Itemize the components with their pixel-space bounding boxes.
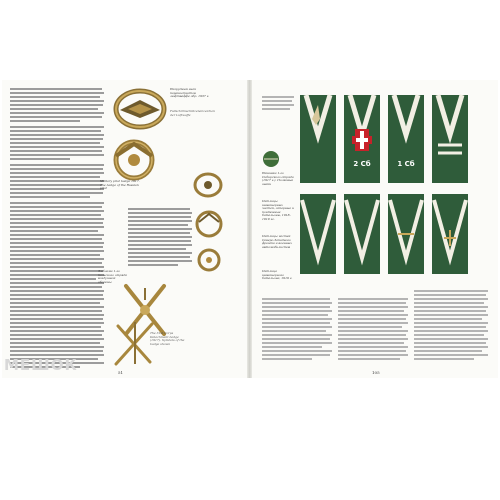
badge-image-3: [192, 170, 224, 200]
caption-right-list2: Петлицы частей Северо-Западного фронта и военных автомобилистов: [262, 234, 292, 249]
caption-fallschirm-en: Fallschirmschützenabzeichen der Luftwaffe: [170, 109, 215, 117]
watermark: МЕШОК: [4, 356, 78, 374]
caption-right-list: Петлицы инженерных частей, саперные и понтонные батальоны, 1918-1919 гг.: [262, 199, 294, 221]
caption-pilot-badge: Military pilot badge 1917. The badge of the Russian pilot: [100, 179, 140, 191]
page-number-right: 105: [372, 370, 380, 375]
pilot-badge-image: [108, 136, 160, 182]
patch-5-chevron: [300, 194, 336, 274]
patch-3-label: 1 Сб: [397, 160, 415, 168]
fallschirm-badge-image: [110, 88, 170, 130]
caption-right-bottom: Петлица инженерного батальона, 1919 г.: [262, 269, 293, 281]
badge-image-4: [193, 208, 225, 240]
caption-scissors: Эмблема 1-го польского отряда воздушной обороны: [98, 269, 128, 284]
badge-image-5: [195, 246, 223, 274]
patch-8-emblem: [432, 194, 468, 274]
caption-fallschirm: Нагрудный знак парашютистов люфтваффе обр. 1937 г.: [170, 87, 210, 99]
caption-scissors-en: The 31st Corps Detachment badge (1917). Symbols of the badge shown: [150, 331, 185, 346]
patch-2-label: 2 Сб: [353, 160, 371, 168]
caption-right-mid: Нашивка 1-го Сибирского отряда (1917 г.). Полковые знаки: [262, 171, 294, 186]
patch-4-stripes: [432, 95, 468, 183]
patch-collar-emblem: [262, 150, 280, 168]
patch-3-stripes: [388, 95, 424, 183]
patch-2-cross: [344, 95, 380, 183]
page-number-left: 51: [118, 370, 124, 375]
patch-7-emblem: [388, 194, 424, 274]
patch-6-chevron: [344, 194, 380, 274]
patch-1-chevron: [300, 95, 336, 183]
